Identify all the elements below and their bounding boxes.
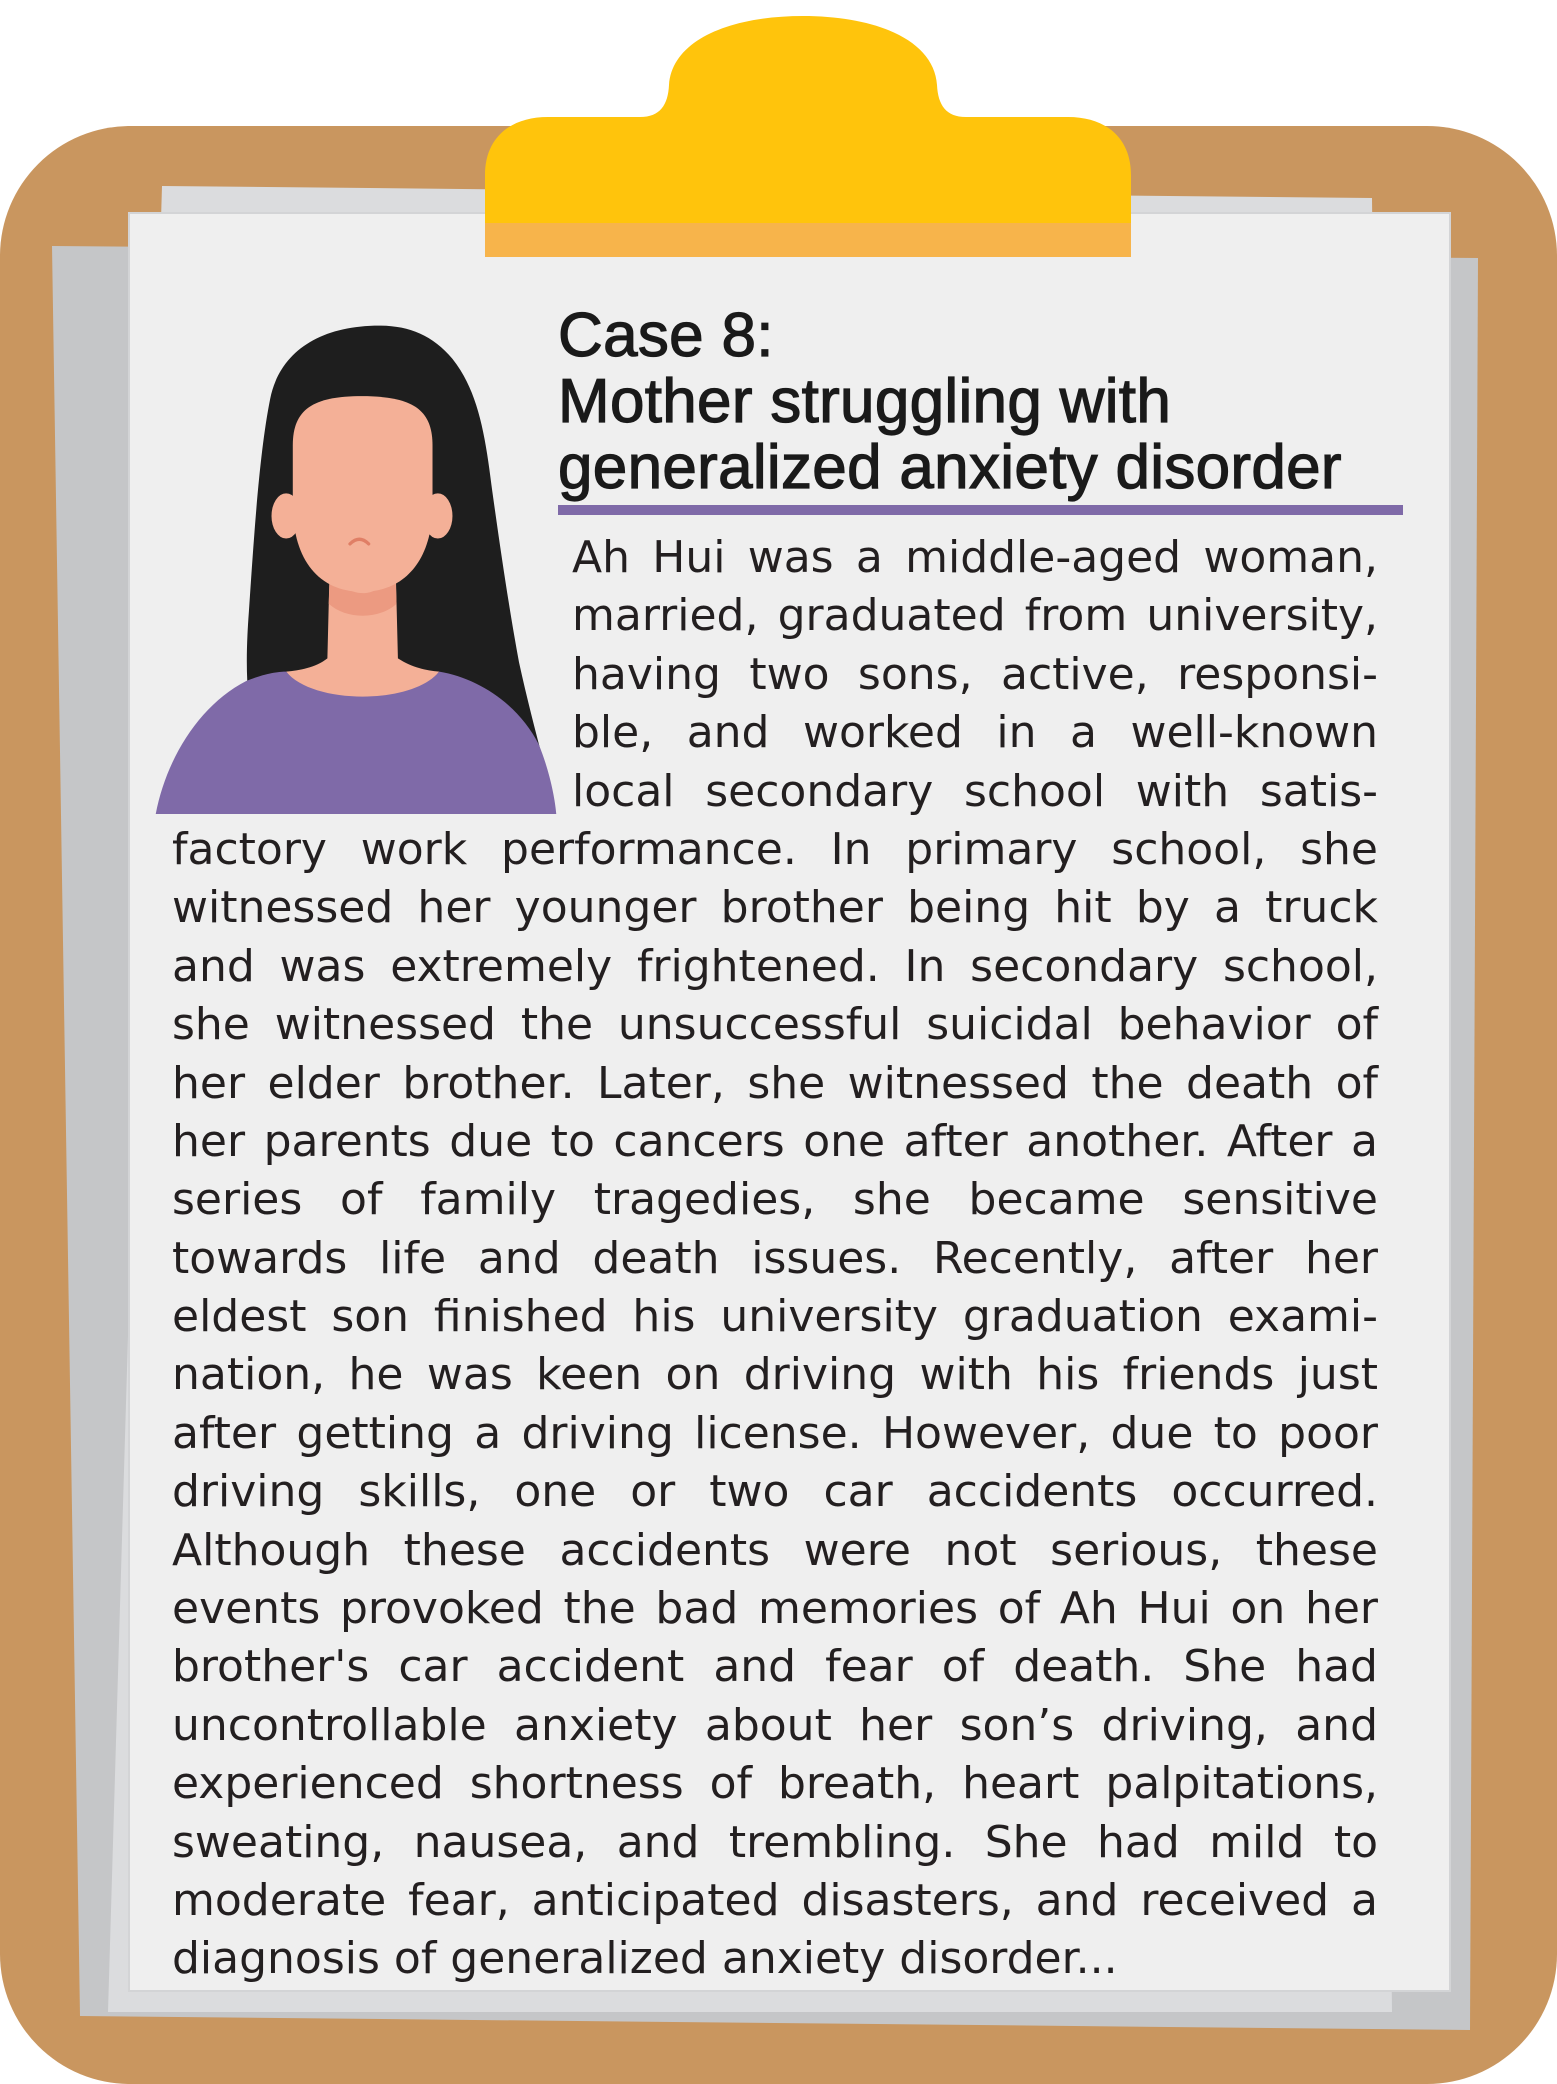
clipboard-clip <box>485 16 1131 257</box>
case-heading-line: generalized anxiety disorder <box>558 433 1342 502</box>
body-line: local secondary school with satis- <box>572 765 1378 817</box>
body-line: nation, he was keen on driving with his friends just <box>172 1349 1378 1401</box>
body-line: towards life and death issues. Recently, after her <box>172 1232 1378 1284</box>
body-line: after getting a driving license. However, due to poor <box>172 1407 1378 1459</box>
body-line: series of family tragedies, she became sensitive <box>172 1174 1378 1226</box>
body-line: events provoked the bad memories of Ah Hui on her <box>172 1583 1378 1635</box>
body-line: brother's car accident and fear of death. She had <box>172 1641 1378 1693</box>
case-title <box>558 303 1342 501</box>
body-line: Although these accidents were not serious, these <box>172 1524 1378 1576</box>
clipboard-clip-band <box>485 223 1131 257</box>
case-heading-line: Mother struggling with <box>558 367 1172 436</box>
body-line: her elder brother. Later, she witnessed the death of <box>172 1057 1378 1109</box>
case-label: Case 8: <box>558 301 774 370</box>
body-line: married, graduated from university, <box>572 590 1378 642</box>
body-line: eldest son finished his university graduation exami- <box>172 1291 1378 1343</box>
body-line: diagnosis of generalized anxiety disorder... <box>172 1933 1118 1985</box>
body-line: ble, and worked in a well-known <box>572 707 1378 759</box>
case-description <box>172 529 1378 1989</box>
body-line: witnessed her younger brother being hit by a truck <box>172 882 1378 934</box>
body-line: her parents due to cancers one after another. After a <box>172 1115 1378 1167</box>
title-underline <box>558 505 1403 515</box>
body-line: having two sons, active, responsi- <box>572 648 1378 700</box>
body-line: experienced shortness of breath, heart palpitations, <box>172 1758 1378 1810</box>
body-line: factory work performance. In primary school, she <box>172 823 1378 875</box>
body-line: driving skills, one or two car accidents occurred. <box>172 1466 1378 1518</box>
body-line: sweating, nausea, and trembling. She had mild to <box>172 1816 1378 1868</box>
body-line: Ah Hui was a middle-aged woman, <box>572 532 1378 583</box>
body-line: and was extremely frightened. In secondary school, <box>172 940 1378 992</box>
body-line: uncontrollable anxiety about her son’s driving, and <box>172 1699 1378 1751</box>
body-line: moderate fear, anticipated disasters, and received a <box>172 1874 1378 1926</box>
body-line: she witnessed the unsuccessful suicidal behavior of <box>172 999 1378 1051</box>
